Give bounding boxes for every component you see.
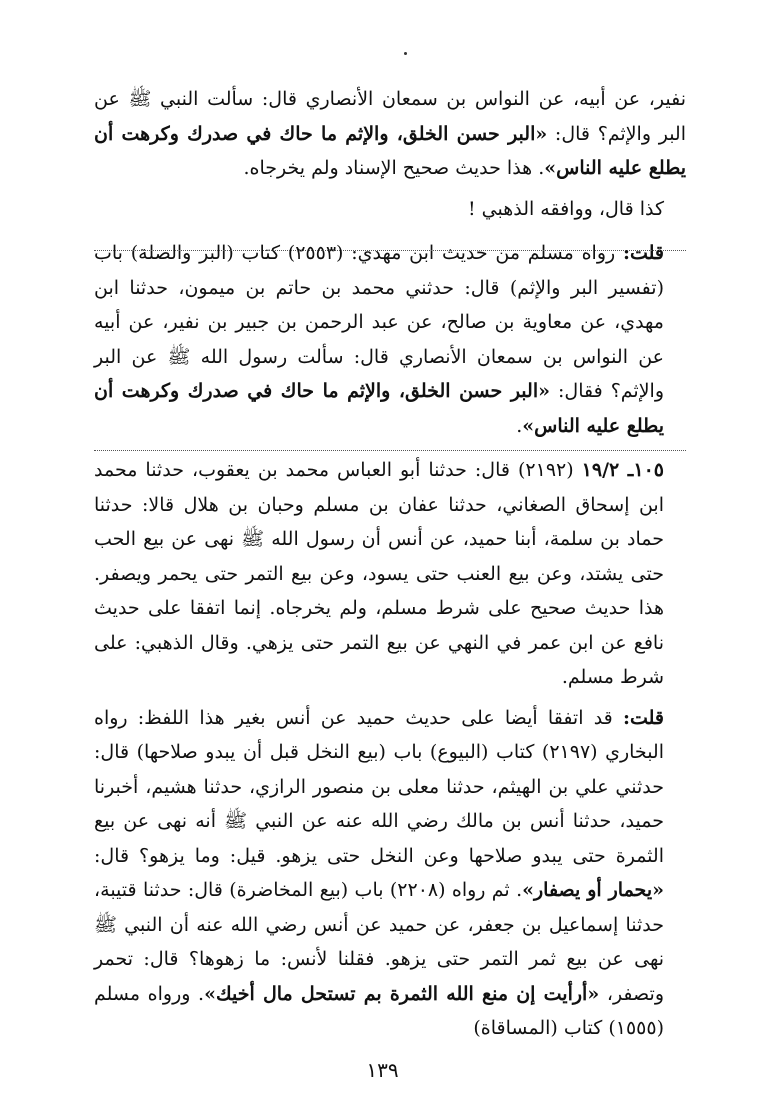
qultu-label: قلت: bbox=[622, 242, 664, 264]
bold-quote: «البر حسن الخلق، والإثم ما حاك في صدرك وكرهت أن يطلع عليه الناس» bbox=[94, 122, 686, 179]
commentary-paragraph bbox=[94, 236, 686, 443]
dotted-separator bbox=[94, 250, 686, 251]
page-number: ١٣٩ bbox=[366, 1058, 399, 1082]
hadith-continuation bbox=[94, 82, 686, 186]
text-run: نفير، عن أبيه، عن النواس بن سمعان الأنصاري قال: سألت النبي ﷺ عن البر والإثم؟ قال: bbox=[94, 88, 686, 145]
text-run: قد اتفقا أيضا على حديث حميد عن أنس بغير هذا اللفظ: رواه البخاري (٢١٩٧) كتاب (البيوع) باب (بيع النخل قبل أن يبدو صلاحها) قال: حدثني علي بن الهيثم، حدثنا معلى بن منصور الرازي، حدثنا هشيم، أخبرنا حميد، حدثنا أنس بن مالك رضي الله عنه عن النبي ﷺ أنه نهى عن بيع الثمرة حتى يبدو صلاحها وعن النخل حتى يزهو. قيل: وما يزهو؟ قال: bbox=[94, 706, 664, 867]
qultu-label: قلت: bbox=[622, 706, 664, 729]
bold-quote: «البر حسن الخلق، والإثم ما حاك في صدرك وكرهت أن يطلع عليه الناس» bbox=[94, 380, 664, 437]
text-run: رواه مسلم من حديث ابن مهدي: (٢٥٥٣) كتاب (البر والصلة) باب (تفسير البر والإثم) قال: حدثني محمد بن حاتم بن ميمون، حدثنا ابن مهدي، عن معاوية بن صالح، عن عبد الرحمن بن جبير بن نفير، عن أبيه عن النواس بن سمعان الأنصاري قال: سألت رسول الله ﷺ عن البر والإثم؟ فقال: bbox=[94, 242, 665, 402]
ink-speck bbox=[404, 52, 407, 55]
text-run: . ورواه مسلم (١٥٥٥) كتاب (المساقاة) bbox=[94, 982, 664, 1039]
bold-quote: «يحمار أو يصفار» bbox=[522, 879, 664, 901]
text-run: (٢١٩٢) قال: حدثنا أبو العباس محمد بن يعقوب، حدثنا محمد ابن إسحاق الصغاني، حدثنا عفان بن مسلم وحبان بن هلال قالا: حدثنا حماد بن سلمة، أبنا حميد، عن أنس أن رسول الله ﷺ نهى عن بيع الحب حتى يشتد، وعن بيع العنب حتى يسود، وعن بيع التمر حتى يحمر ويصفر. هذا حديث صحيح على شرط مسلم، ولم يخرجاه. إنما اتفقا على حديث نافع عن ابن عمر في النهي عن بيع التمر حتى يزهي. وقال الذهبي: على شرط مسلم. bbox=[94, 459, 664, 688]
hadith-number: ١٠٥ـ ١٩/٢ bbox=[581, 459, 664, 481]
text-run: . ثم رواه (٢٢٠٨) باب (بيع المخاضرة) قال: حدثنا قتيبة، حدثنا إسماعيل بن جعفر، عن حميد عن أنس رضي الله عنه أن النبي ﷺ نهى عن بيع ثمر التمر حتى يزهو. فقلنا لأنس: ما زهوها؟ قال: تحمر وتصفر، bbox=[94, 879, 664, 1005]
body-text bbox=[94, 82, 686, 1046]
text-run: . هذا حديث صحيح الإسناد ولم يخرجاه. bbox=[243, 157, 545, 179]
text-run: . bbox=[516, 414, 523, 437]
dotted-separator bbox=[94, 450, 686, 451]
bold-quote: «أرأيت إن منع الله الثمرة بم تستحل مال أخيك» bbox=[204, 982, 600, 1005]
hadith-entry-105 bbox=[94, 453, 686, 695]
commentary-paragraph-2 bbox=[94, 701, 686, 1046]
author-comment: كذا قال، ووافقه الذهبي ! bbox=[467, 197, 664, 220]
